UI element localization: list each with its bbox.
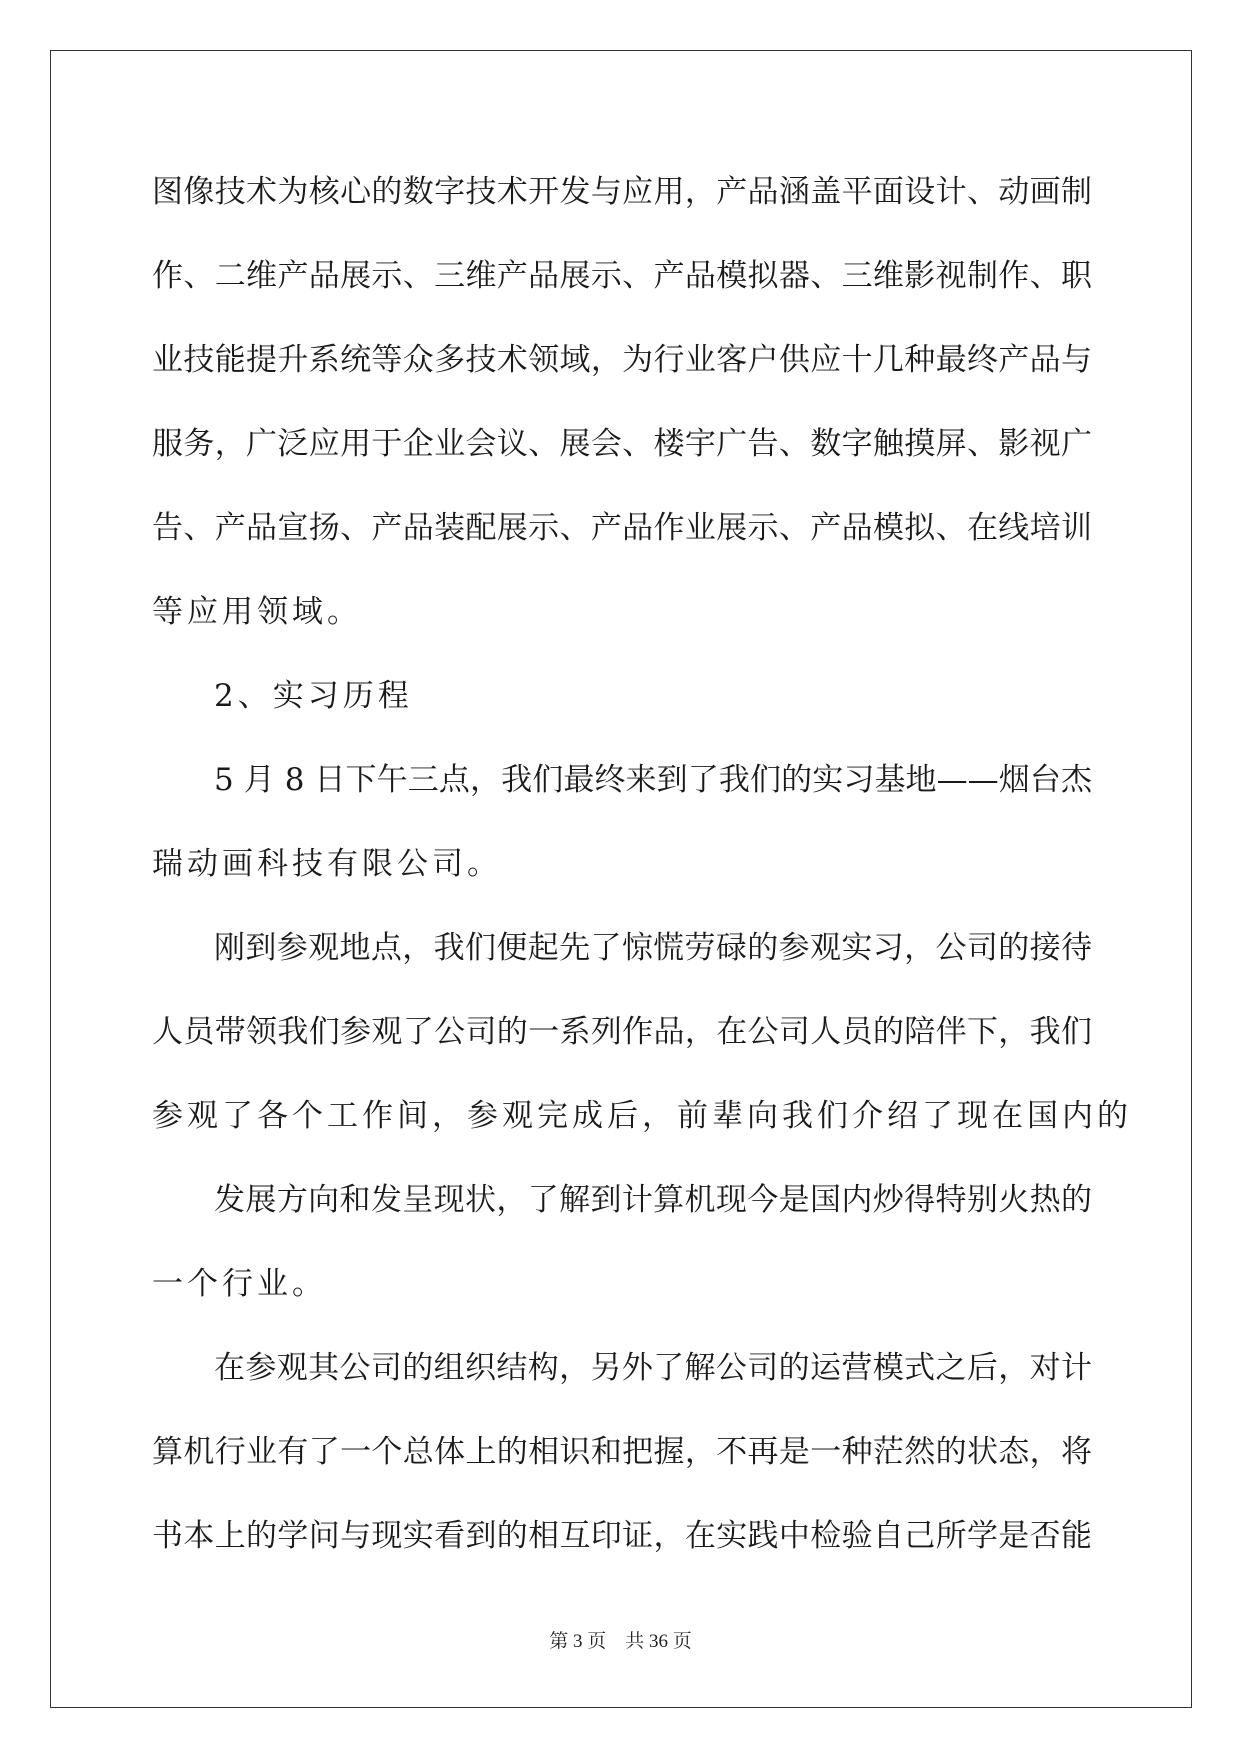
body-line-15: 在参观其公司的组织结构，另外了解公司的运营模式之后，对计 (214, 1350, 1092, 1386)
body-line-2: 作、二维产品展示、三维产品展示、产品模拟器、三维影视制作、职 (152, 258, 1092, 294)
body-line-1: 图像技术为核心的数字技术开发与应用，产品涵盖平面设计、动画制 (152, 174, 1092, 210)
body-line-13: 发展方向和发呈现状，了解到计算机现今是国内炒得特别火热的 (214, 1182, 1092, 1218)
body-line-11: 人员带领我们参观了公司的一系列作品，在公司人员的陪伴下，我们 (152, 1014, 1092, 1050)
body-line-6: 等应用领域。 (152, 594, 362, 630)
body-line-5: 告、产品宣扬、产品装配展示、产品作业展示、产品模拟、在线培训 (152, 510, 1092, 546)
document-body (152, 160, 1132, 1588)
body-line-12: 参观了各个工作间，参观完成后，前辈向我们介绍了现在国内的 (152, 1098, 1132, 1134)
page-number: 第 3 页 共 36 页 (549, 1631, 692, 1652)
body-line-14: 一个行业。 (152, 1266, 327, 1302)
body-line-8: 5 月 8 日下午三点，我们最终来到了我们的实习基地——烟台杰 (214, 762, 1092, 798)
body-line-4: 服务，广泛应用于企业会议、展会、楼宇广告、数字触摸屏、影视广 (152, 426, 1092, 462)
body-line-16: 算机行业有了一个总体上的相识和把握，不再是一种茫然的状态，将 (152, 1434, 1092, 1470)
page-footer (0, 1626, 1241, 1653)
section-heading: 2、实习历程 (214, 678, 413, 714)
body-line-9: 瑞动画科技有限公司。 (152, 846, 502, 882)
body-line-10: 刚到参观地点，我们便起先了惊慌劳碌的参观实习，公司的接待 (214, 930, 1092, 966)
body-line-3: 业技能提升系统等众多技术领域，为行业客户供应十几种最终产品与 (152, 342, 1092, 378)
body-line-17: 书本上的学问与现实看到的相互印证，在实践中检验自己所学是否能 (152, 1518, 1092, 1554)
